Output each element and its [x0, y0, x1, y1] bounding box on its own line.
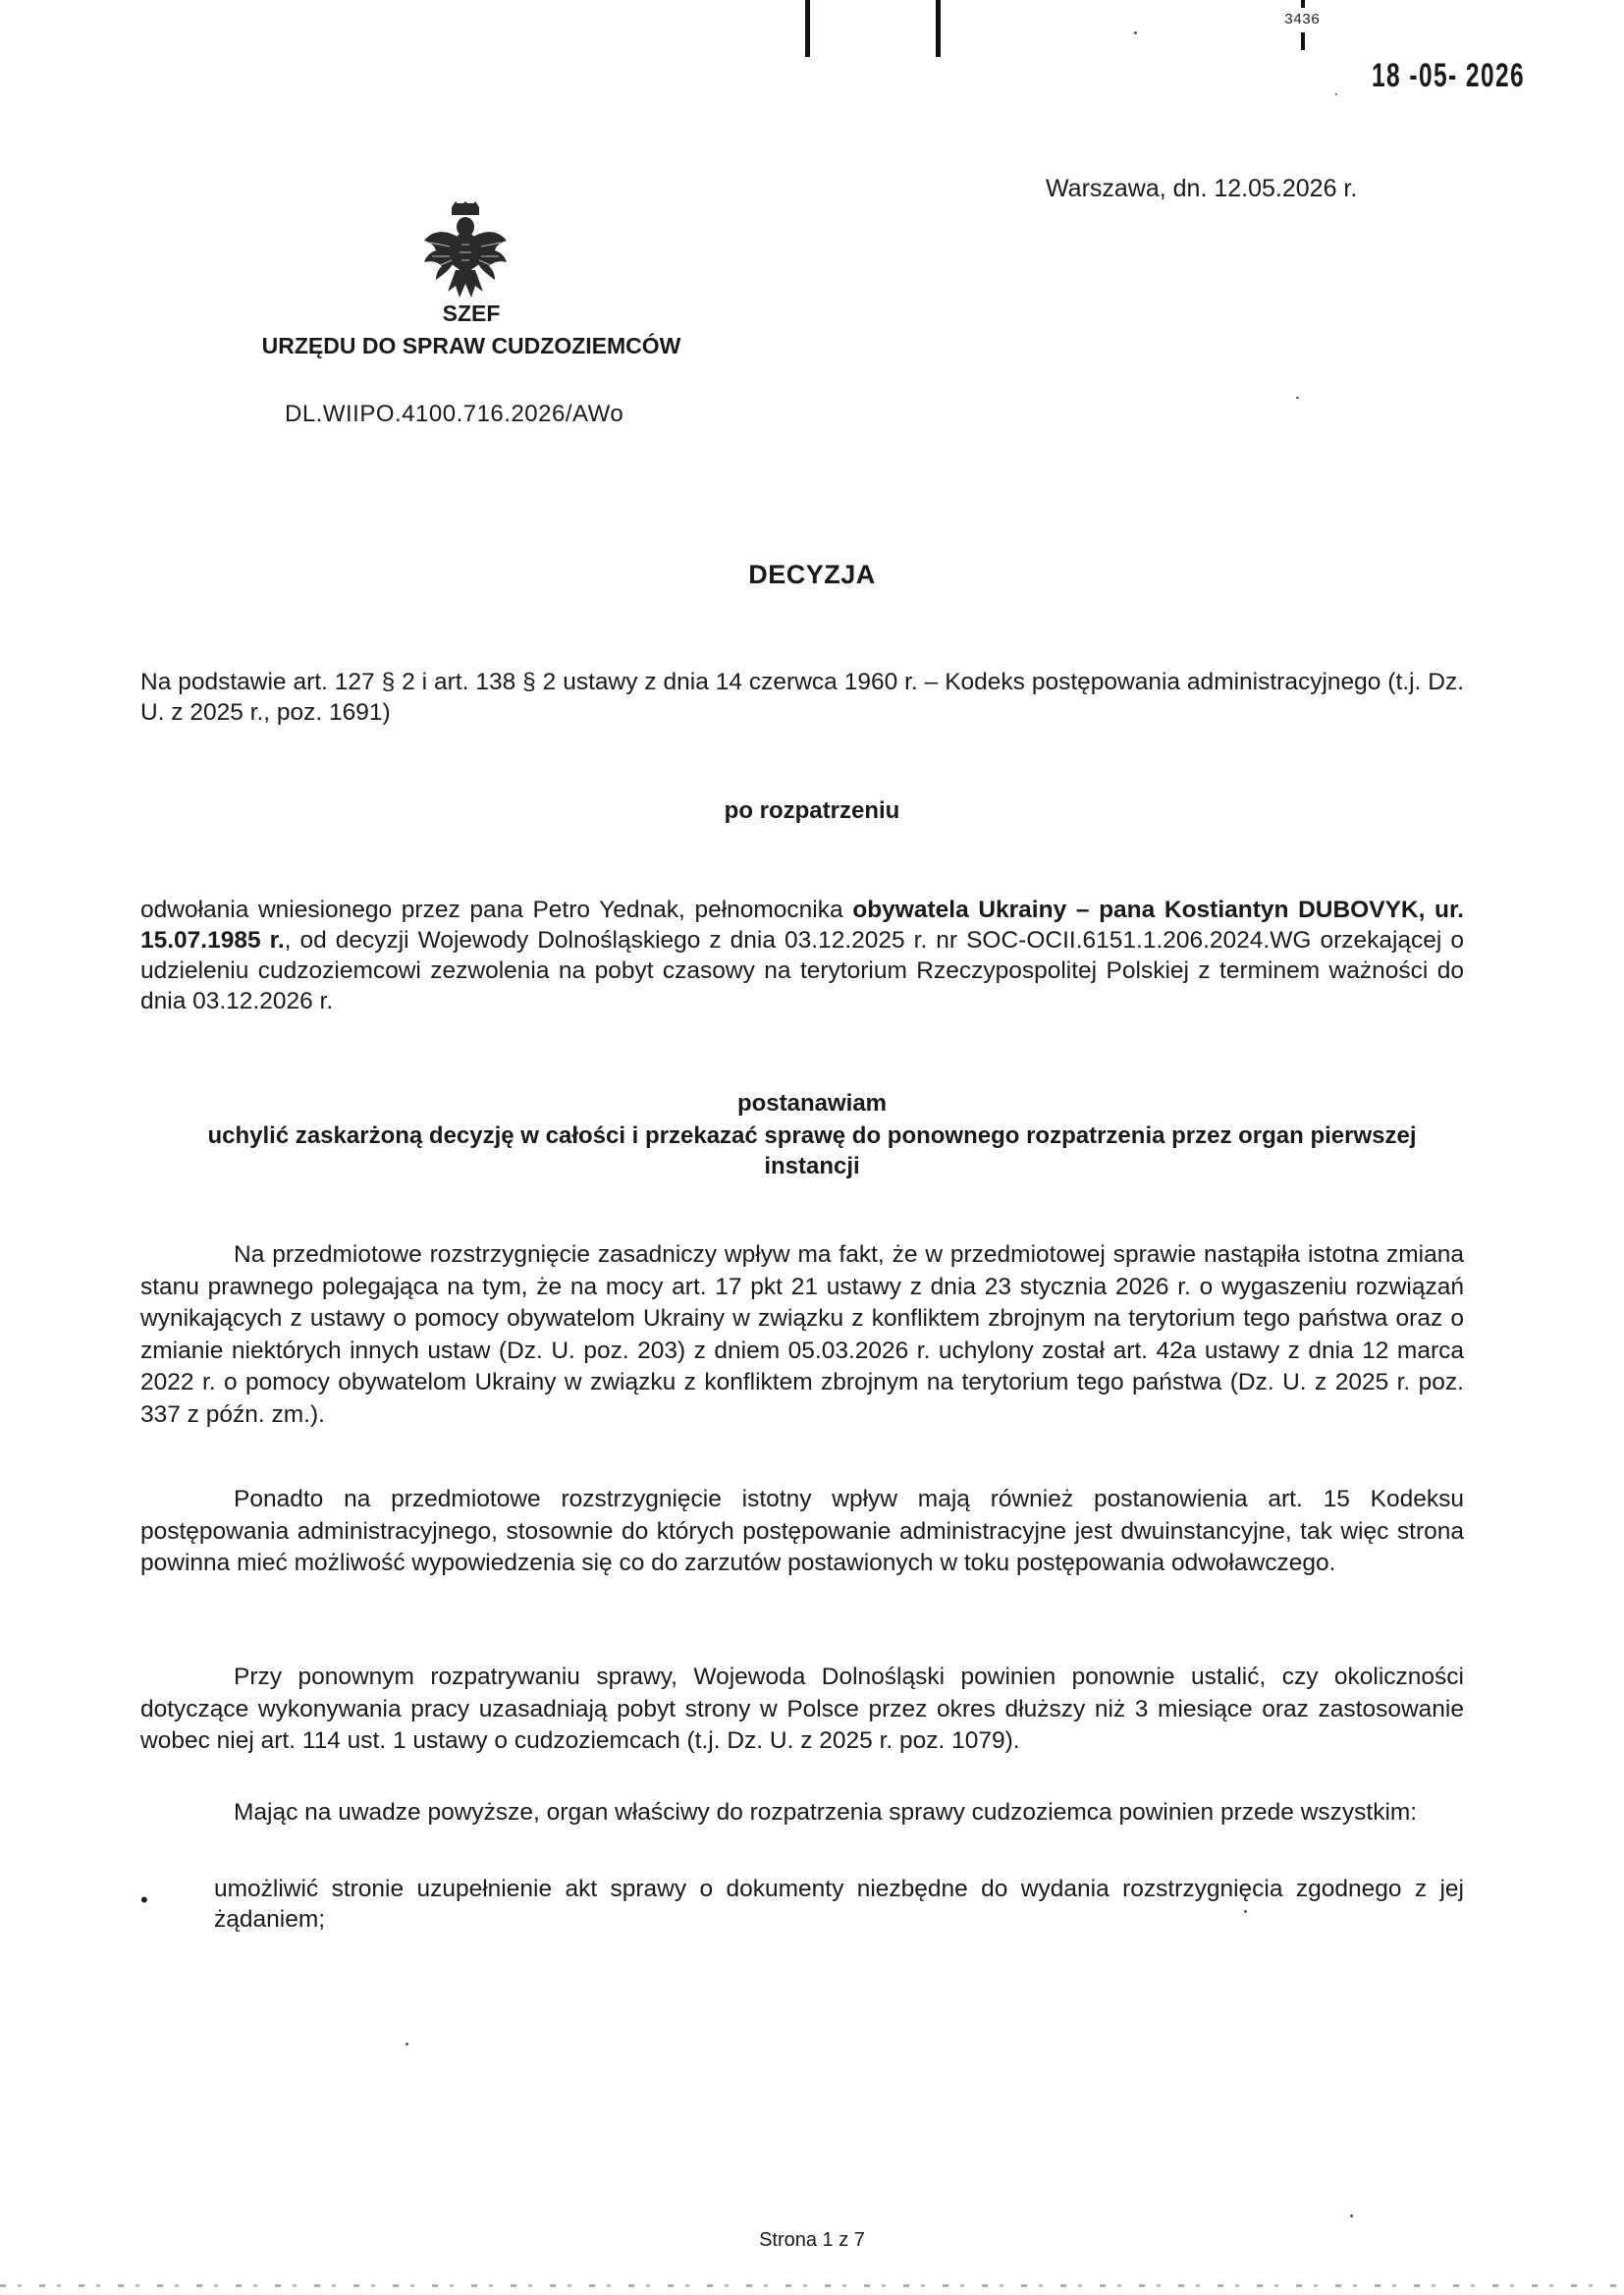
justification-paragraph-1: Na przedmiotowe rozstrzygnięcie zasadniczy wpływ ma fakt, że w przedmiotowej sprawie nastąpiła istotna zmiana stanu prawnego polegająca na tym, że na mocy art. 17 pkt 21 ustawy z dnia 23 stycznia 2026 r. o wygaszeniu rozwiązań wynikających z ustawy o pomocy obywatelom Ukrainy w związku z konfliktem zbrojnym na terytorium tego państwa oraz o zmianie niektórych innych ustaw (Dz. U. poz. 203) z dniem 05.03.2026 r. uchylony został art. 42a ustawy z dnia 12 marca 2022 r. o pomocy obywatelom Ukrainy w związku z konfliktem zbrojnym na terytorium tego państwa (Dz. U. z 2025 r. poz. 337 z późn. zm.). [140, 1241, 1464, 1428]
scan-speck [1134, 31, 1137, 34]
received-date-stamp: 18 -05- 2026 [1372, 57, 1526, 94]
justification-paragraph-4: Mając na uwadze powyższe, organ właściwy do rozpatrzenia sprawy cudzoziemca powinien przede wszystkim: [234, 1799, 1418, 1826]
scan-speck [1350, 2214, 1353, 2217]
scan-edge-mark-right [936, 0, 941, 57]
bullet-marker: • [140, 1887, 148, 1912]
authority-name: URZĘDU DO SPRAW CUDZOZIEMCÓW [261, 333, 681, 358]
stamp-number: 3436 [1284, 12, 1321, 28]
justification-paragraph-2: Ponadto na przedmiotowe rozstrzygnięcie istotny wpływ mają również postanowienia art. 15 Kodeksu postępowania administracyjnego, stosownie do których postępowanie administracyjne jest dwuinstancyjne, tak więc strona powinna mieć możliwość wypowiedzenia się co do zarzutów postawionych w toku postępowania odwoławczego. [140, 1486, 1464, 1576]
after-review-heading: po rozpatrzeniu [724, 797, 900, 824]
scan-speck [1244, 1910, 1247, 1913]
appeal-text-part1: odwołania wniesionego przez pana Petro Yednak, pełnomocnika [140, 897, 853, 923]
stamp-tick-top [1301, 0, 1305, 8]
authority-title: SZEF [442, 301, 501, 326]
case-reference: DL.WIIPO.4100.716.2026/AWo [285, 401, 624, 427]
resolution-heading: postanawiam [736, 1090, 888, 1117]
justification-paragraph-3: Przy ponownym rozpatrywaniu sprawy, Wojewoda Dolnośląski powinien ponownie ustalić, czy okoliczności dotyczące wykonywania pracy uzasadniają pobyt strony w Polsce przez okres dłuższy niż 3 miesiące oraz zastosowanie wobec niej art. 114 ust. 1 ustawy o cudzoziemcach (t.j. Dz. U. z 2025 r. poz. 1079). [140, 1664, 1464, 1754]
polish-eagle-emblem-icon [422, 201, 509, 300]
scan-bottom-noise [0, 2284, 1624, 2287]
scan-speck [1296, 397, 1299, 399]
legal-basis: Na podstawie art. 127 § 2 i art. 138 § 2 ustawy z dnia 14 czerwca 1960 r. – Kodeks postępowania administracyjnego (t.j. Dz. U. z 2025 r., poz. 1691) [140, 669, 1464, 726]
appeal-text-part2: , od decyzji Wojewody Dolnośląskiego z dnia 03.12.2025 r. nr SOC-OCII.6151.1.206.2024.WG orzekającej o udzieleniu cudzoziemcowi zezwolenia na pobyt czasowy na terytorium Rzeczypospolitej Polskiej z terminem ważności do dnia 03.12.2026 r. [140, 927, 1465, 1014]
scan-edge-mark-left [805, 0, 810, 57]
page-number: Strona 1 z 7 [759, 2229, 865, 2251]
place-and-date: Warszawa, dn. 12.05.2026 r. [1046, 175, 1358, 202]
appeal-paragraph [140, 895, 1464, 1016]
list-item: umożliwić stronie uzupełnienie akt sprawy o dokumenty niezbędne do wydania rozstrzygnięcia zgodnego z jej żądaniem; [214, 1876, 1464, 1933]
decision-title: DECYZJA [748, 560, 876, 589]
scan-speck [406, 2043, 408, 2046]
appeal-party-bold: obywatela Ukrainy – pana Kostiantyn DUBOVYK, ur. 15.07.1985 r. [140, 897, 1464, 954]
stamp-tick-bottom [1301, 32, 1305, 50]
scan-speck [1335, 93, 1337, 95]
resolution-text: uchylić zaskarżoną decyzję w całości i przekazać sprawę do ponownego rozpatrzenia przez organ pierwszej instancji [207, 1122, 1417, 1179]
